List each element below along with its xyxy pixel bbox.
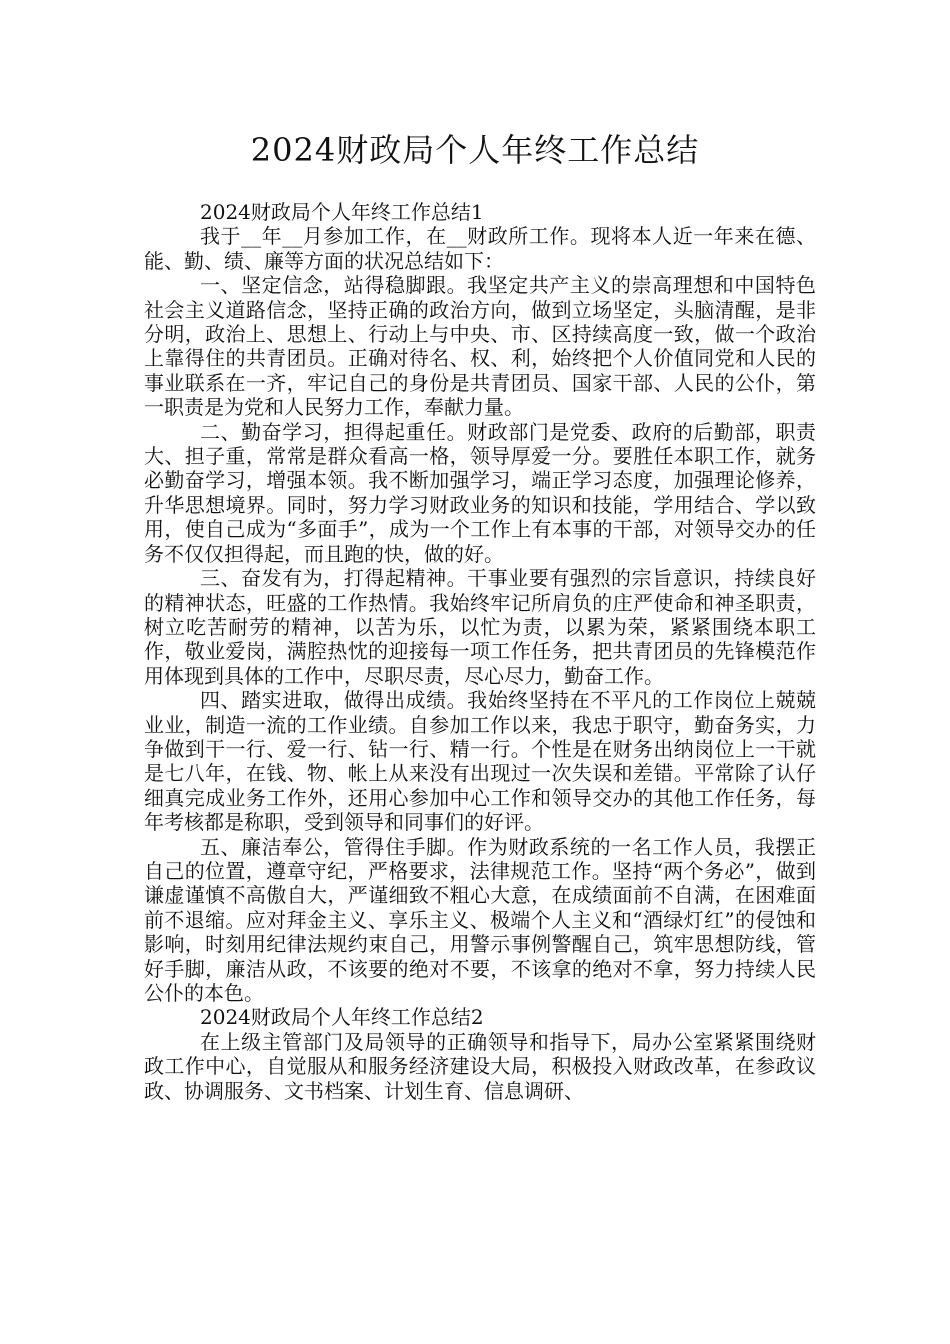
document-title: 2024财政局个人年终工作总结 [250,131,700,169]
section-heading-1: 2024财政局个人年终工作总结1 [200,200,484,224]
paragraph-point-1: 一、坚定信念，站得稳脚跟。我坚定共产主义的崇高理想和中国特色社会主义道路信念，坚持正确的政治方向，做到立场坚定，头脑清醒，是非分明，政治上、思想上、行动上与中央、市、区持续高度一致，做一个政治上靠得住的共青团员。正确对待名、权、利，始终把个人价值同党和人民的事业联系在一齐，牢记自己的身份是共青团员、国家干部、人民的公仆，第一职责是为党和人民努力工作，奉献力量。 [144,273,816,420]
paragraph-point-5: 五、廉洁奉公，管得住手脚。作为财政系统的一名工作人员，我摆正自己的位置，遵章守纪，严格要求，法律规范工作。坚持“两个务必”，做到谦虚谨慎不高傲自大，严谨细致不粗心大意，在成绩面前不自满，在困难面前不退缩。应对拜金主义、享乐主义、极端个人主义和“酒绿灯红”的侵蚀和影响，时刻用纪律法规约束自己，用警示事例警醒自己，筑牢思想防线，管好手脚，廉洁从政，不该要的绝对不要，不该拿的绝对不拿，努力持续人民公仆的本色。 [144,834,816,1005]
section-heading-2: 2024财政局个人年终工作总结2 [200,1005,484,1030]
paragraph-point-4: 四、踏实进取，做得出成绩。我始终坚持在不平凡的工作岗位上兢兢业业，制造一流的工作业绩。自参加工作以来，我忠于职守，勤奋务实，力争做到干一行、爱一行、钻一行、精一行。个性是在财务出纳岗位上一干就是七八年，在钱、物、帐上从来没有出现过一次失误和差错。平常除了认仔细真完成业务工作外，还用心参加中心工作和领导交办的其他工作任务，每年考核都是称职，受到领导和同事们的好评。 [144,688,816,835]
document-body [144,200,816,1103]
paragraph-section2-intro: 在上级主管部门及局领导的正确领导和指导下，局办公室紧紧围绕财政工作中心，自觉服从和服务经济建设大局，积极投入财政改革，在参政议政、协调服务、文书档案、计划生育、信息调研、 [144,1029,816,1103]
paragraph-point-3: 三、奋发有为，打得起精神。干事业要有强烈的宗旨意识，持续良好的精神状态，旺盛的工作热情。我始终牢记所肩负的庄严使命和神圣职责，树立吃苦耐劳的精神，以苦为乐，以忙为责，以累为荣，紧紧围绕本职工作，敬业爱岗，满腔热忱的迎接每一项工作任务，把共青团员的先锋模范作用体现到具体的工作中，尽职尽责，尽心尽力，勤奋工作。 [144,566,816,688]
paragraph-point-2: 二、勤奋学习，担得起重任。财政部门是党委、政府的后勤部，职责大、担子重，常常是群众看高一格，领导厚爱一分。要胜任本职工作，就务必勤奋学习，增强本领。我不断加强学习，端正学习态度，加强理论修养，升华思想境界。同时，努力学习财政业务的知识和技能，学用结合、学以致用，使自己成为“多面手”，成为一个工作上有本事的干部，对领导交办的任务不仅仅担得起，而且跑的快，做的好。 [144,419,816,566]
paragraph-intro: 我于__年__月参加工作，在__财政所工作。现将本人近一年来在德、能、勤、绩、廉等方面的状况总结如下： [144,224,816,273]
